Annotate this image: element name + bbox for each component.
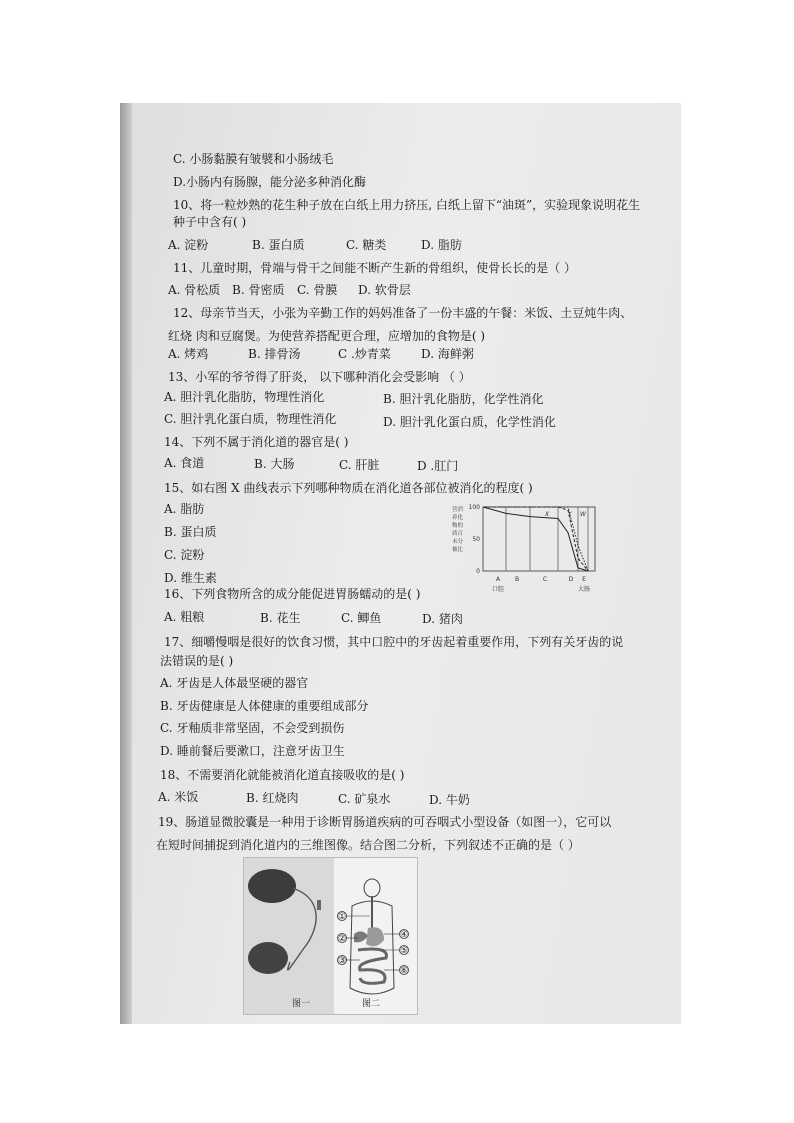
chart-xtick-e: E (582, 576, 586, 583)
q19-figure (243, 857, 418, 1015)
chart-series-label-y: Y (568, 511, 572, 518)
q18-option-a: A. 米饭 (158, 790, 199, 804)
q14-option-b: B. 大肠 (254, 457, 295, 471)
chart-ylabel-3: 物的 (452, 523, 464, 529)
chart-note-large-intestine: 大肠 (577, 586, 591, 593)
capsule-device (317, 900, 321, 910)
q17-option-a: A. 牙齿是人体最坚硬的器官 (160, 676, 309, 690)
q16-option-b: B. 花生 (260, 611, 301, 625)
q11-option-c: C. 骨膜 (297, 283, 338, 297)
q17-option-c: C. 牙釉质非常坚固，不会受到损伤 (160, 721, 345, 735)
q19-stem-line2: 在短时间捕捉到消化道内的三维图像。结合图二分析，下列叙述不正确的是（ ） (156, 838, 580, 852)
q12-option-a: A. 烤鸡 (168, 347, 209, 361)
chart-ylabel-1: 营消 (452, 507, 464, 513)
q16-stem: 16、下列食物所含的成分能促进胃肠蠕动的是( ) (164, 587, 421, 601)
hand-bottom (248, 942, 288, 974)
q16-option-a: A. 粗粮 (164, 610, 205, 624)
q10-stem-line1: 10、将一粒炒熟的花生种子放在白纸上用力挤压, 白纸上留下“油斑”，实验现象说明花生 (173, 198, 641, 212)
head-outline (364, 879, 380, 897)
chart-xtick-b: B (514, 576, 520, 583)
exam-page (120, 103, 681, 1024)
q10-option-a: A. 淀粉 (168, 238, 209, 252)
q16-option-d: D. 猪肉 (422, 612, 463, 626)
chart-xtick-c: C (542, 576, 548, 583)
q17-option-d: D. 睡前餐后要漱口，注意牙齿卫生 (160, 744, 345, 758)
q13-option-b: B. 胆汁乳化脂肪，化学性消化 (383, 392, 544, 406)
q15-stem: 15、如右图 X 曲线表示下列哪种物质在消化道各部位被消化的程度( ) (164, 481, 533, 495)
marker-5: ⑤ (400, 946, 409, 956)
q11-option-b: B. 骨密质 (232, 283, 285, 297)
q9-option-d: D.小肠内有肠腺，能分泌多种消化酶 (173, 175, 367, 189)
q13-option-d: D. 胆汁乳化蛋白质，化学性消化 (383, 415, 556, 429)
stomach (366, 927, 384, 946)
q18-option-c: C. 矿泉水 (338, 792, 391, 806)
marker-1: ① (338, 912, 347, 922)
q10-option-b: B. 蛋白质 (252, 238, 305, 252)
q13-stem: 13、小军的爷爷得了肝炎， 以下哪种消化会受影响 （ ） (168, 370, 471, 384)
q12-option-c: C .炒青菜 (338, 347, 391, 361)
q18-stem: 18、不需要消化就能被消化道直接吸收的是( ) (160, 768, 405, 782)
q13-option-c: C. 胆汁乳化蛋白质，物理性消化 (164, 412, 337, 426)
chart-ytick-50: 50 (472, 536, 480, 543)
marker-4: ④ (400, 930, 409, 940)
q18-option-b: B. 红烧肉 (246, 791, 299, 805)
chart-xtick-d: D (568, 576, 574, 583)
q12-option-d: D. 海鲜粥 (421, 347, 474, 361)
q17-option-b: B. 牙齿健康是人体健康的重要组成部分 (160, 699, 369, 713)
chart-ylabel-6: 被比 (452, 547, 464, 553)
marker-6: ⑥ (400, 966, 409, 976)
digestion-chart (450, 501, 610, 599)
q18-option-d: D. 牛奶 (429, 793, 470, 807)
chart-ytick-100: 100 (468, 504, 480, 511)
q11-option-a: A. 骨松质 (168, 283, 221, 297)
hand-top (248, 869, 296, 903)
q19-stem-line1: 19、肠道显微胶囊是一种用于诊断胃肠道疾病的可吞咽式小型设备（如图一），它可以 (158, 815, 612, 829)
marker-3: ③ (338, 956, 347, 966)
intestines (358, 949, 386, 983)
q10-option-c: C. 糖类 (346, 238, 387, 252)
q14-option-a: A. 食道 (164, 456, 205, 470)
liver (354, 931, 368, 942)
chart-xtick-a: A (495, 576, 501, 583)
q11-option-d: D. 软骨层 (358, 283, 411, 297)
q12-stem-line2: 红烧 肉和豆腐煲。为使营养搭配更合理，应增加的食物是( ) (168, 329, 485, 343)
q15-option-d: D. 维生素 (164, 571, 217, 585)
chart-ylabel-5: 未分 (452, 539, 464, 545)
q10-option-d: D. 脂肪 (421, 238, 462, 252)
capsule-and-digestive-system-illustration (244, 858, 417, 1014)
q10-stem-line2: 种子中含有( ) (173, 215, 247, 229)
chart-ytick-0: 0 (476, 568, 480, 575)
chart-series-group (483, 507, 588, 571)
fig1-caption: 图一 (292, 999, 311, 1009)
q12-stem-line1: 12、母亲节当天，小张为辛勤工作的妈妈准备了一份丰盛的午餐：米饭、土豆炖牛肉、 (173, 306, 633, 320)
q14-option-c: C. 肝脏 (339, 458, 380, 472)
q14-option-d: D .肛门 (417, 459, 459, 473)
q13-option-a: A. 胆汁乳化脂肪，物理性消化 (164, 390, 325, 404)
chart-ylabel-2: 养化 (452, 515, 464, 521)
chart-series-label-x: X (545, 511, 550, 518)
chart-series-x (483, 507, 588, 571)
q15-option-a: A. 脂肪 (164, 502, 205, 516)
q17-stem-line2: 法错误的是( ) (160, 654, 234, 668)
marker-2: ② (338, 934, 347, 944)
q17-stem-line1: 17、细嚼慢咽是很好的饮食习惯，其中口腔中的牙齿起着重要作用，下列有关牙齿的说 (164, 635, 624, 649)
fig2-caption: 图二 (362, 999, 381, 1009)
q16-option-c: C. 鲫鱼 (341, 611, 382, 625)
q15-option-c: C. 淀粉 (164, 548, 205, 562)
q14-stem: 14、下列不属于消化道的器官是( ) (164, 435, 349, 449)
q11-stem: 11、儿童时期，骨端与骨干之间能不断产生新的骨组织，使骨长长的是（ ） (173, 261, 577, 275)
q12-option-b: B. 排骨汤 (248, 347, 301, 361)
q15-option-b: B. 蛋白质 (164, 525, 217, 539)
q9-option-c: C. 小肠黏膜有皱襞和小肠绒毛 (173, 152, 334, 166)
chart-series-label-w: W (580, 511, 586, 518)
chart-note-mouth: 口腔 (491, 586, 505, 593)
chart-plot-area (483, 507, 595, 571)
chart-ylabel-4: 质百 (452, 531, 464, 537)
